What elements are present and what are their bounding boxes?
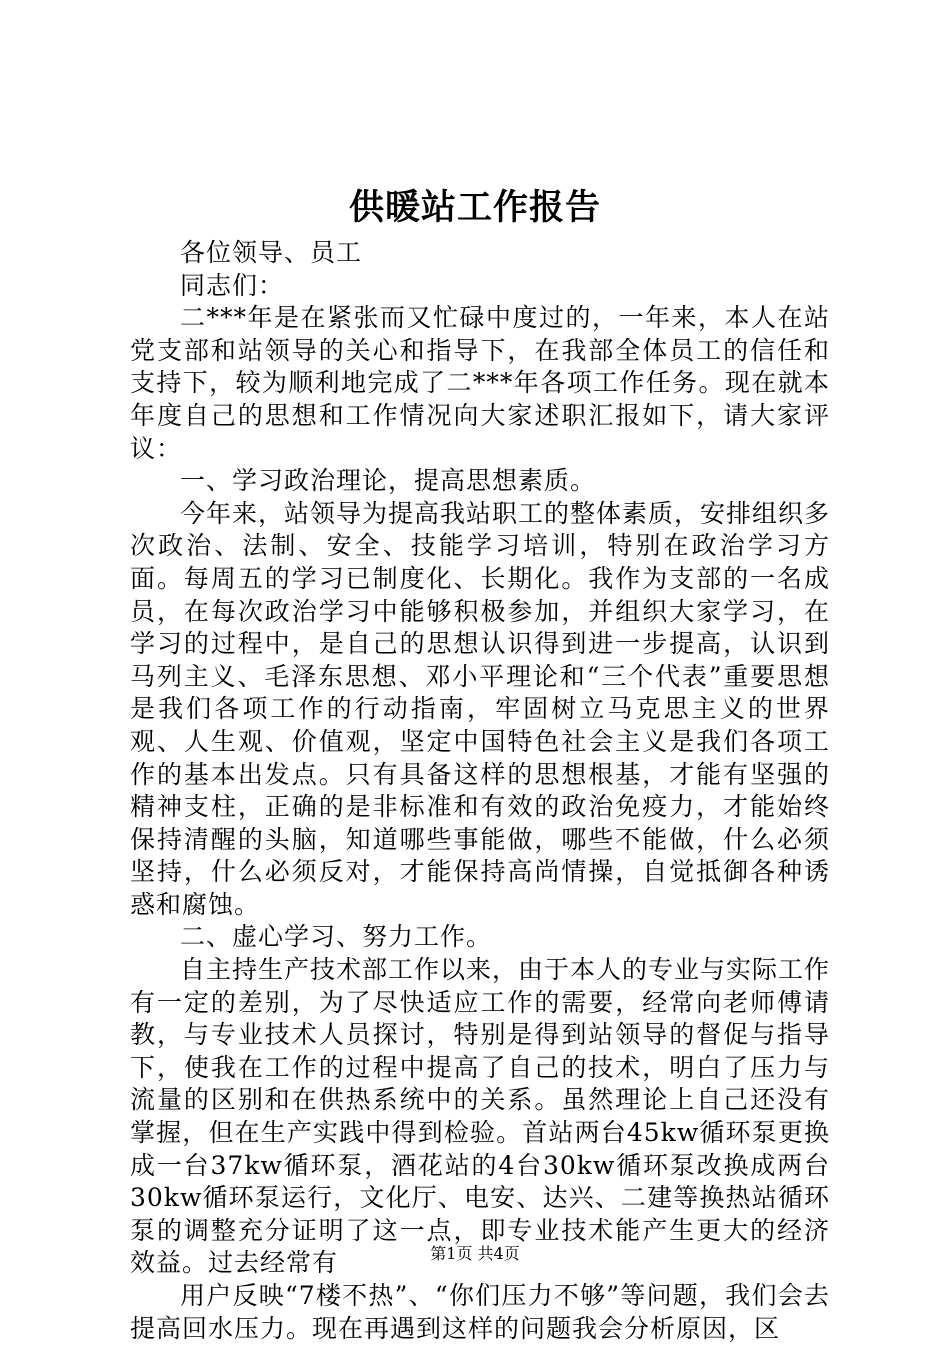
document-title: 供暖站工作报告 (348, 187, 601, 228)
page-footer: 第1页 共4页 (430, 1244, 520, 1263)
document-body (130, 237, 830, 1345)
paragraph-section-2: 自主持生产技术部工作以来，由于本人的专业与实际工作有一定的差别，为了尽快适应工作的需要，经常向老师傅请教，与专业技术人员探讨，特别是得到站领导的督促与指导下，使我在工作的过程中提高了自己的技术，明白了压力与流量的区别和在供热系统中的关系。虽然理论上自己还没有掌握，但在生产实践中得到检验。首站两台45kw循环泵更换成一台37kw循环泵，酒花站的4台30kw循环泵改换成两台30kw循环泵运行，文化厅、电安、达兴、二建等换热站循环泵的调整充分证明了这一点，即专业技术能产生更大的经济效益。过去经常有 (130, 955, 831, 1278)
section-heading-2: 二、虚心学习、努力工作。 (180, 922, 493, 952)
paragraph-section-1: 今年来，站领导为提高我站职工的整体素质，安排组织多次政治、法制、安全、技能学习培训，特别在政治学习方面。每周五的学习已制度化、长期化。我作为支部的一名成员，在每次政治学习中能够积极参加，并组织大家学习，在学习的过程中，是自己的思想认识得到进一步提高，认识到马列主义、毛泽东思想、邓小平理论和“三个代表”重要思想是我们各项工作的行动指南，牢固树立马克思主义的世界观、人生观、价值观，坚定中国特色社会主义是我们各项工作的基本出发点。只有具备这样的思想根基，才能有坚强的精神支柱，正确的是非标准和有效的政治免疫力，才能始终保持清醒的头脑，知道哪些事能做，哪些不能做，什么必须坚持，什么必须反对，才能保持高尚情操，自觉抵御各种诱惑和腐蚀。 (130, 498, 831, 919)
section-heading-1: 一、学习政治理论，提高思想素质。 (180, 466, 597, 496)
paragraph-continuation: 用户反映“7楼不热”、“你们压力不够”等问题，我们会去提高回水压力。现在再遇到这样的问题我会分析原因，区 (130, 1281, 830, 1343)
salutation-line-2: 同志们： (180, 270, 285, 300)
paragraph-intro: 二***年是在紧张而又忙碌中度过的，一年来，本人在站党支部和站领导的关心和指导下，在我部全体员工的信任和支持下，较为顺利地完成了二***年各项工作任务。现在就本年度自己的思想和工作情况向大家述职汇报如下，请大家评议： (130, 303, 830, 463)
salutation-line-1: 各位领导、员工 (180, 238, 363, 267)
